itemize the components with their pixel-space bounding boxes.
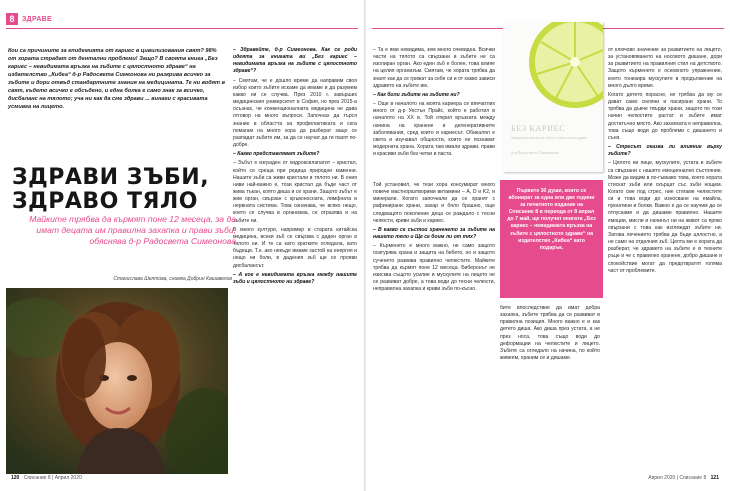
lime-illustration: [503, 22, 603, 122]
book-cover: [503, 22, 603, 172]
interview-question: – Здравейте, д-р Симеонова. Как се роди идеята за книгата ви „Без кариес – невидимата връзка на зъбите с цялостното здраве“?: [233, 47, 357, 75]
interview-question: – В какво се състои храненето за зъбите на нашето тяло и Ще се боим ли от тях?: [373, 226, 495, 241]
interview-answer: бите впоследствие да имат добра захапка, зъбите трябва да се развиват в правилна позиция. Много важно е и как детето диша. Ако диша през устата, а не през носа, това също води до деформации на челюстите и лицето. Зъбите са огледало на начина, по който живеем, храним се и дишаме.: [500, 305, 600, 362]
article-subhead: Майките трябва да кърмят поне 12 месеца, за да имат децата им правилна захапка и прави зъби, обяснява д-р Радосвета Симеонова: [29, 214, 236, 246]
book-author: д-р Радосвета Симеонова: [511, 150, 559, 155]
section-number: 8: [6, 13, 18, 25]
article-intro: Кои са причините за епидемията от кариес в цивилизования свят? 98% от хората страдат от дентални проблеми! Защо? В своята книга „Без кариес – невидимата връзка на зъбите с цялостното здраве“ на издателство „Кибеа“ д-р Радосвета Симеонова ни разкрива всичко за зъбите и дори отвъд стандартните знания на медицината. Те ни водят в свят, където всичко е обсъдено, и една болка е само знак за всичко, дисбаланс на тялото; уча ни как да сме здрави ... винаги с красивата усмивка на лицето.: [8, 48, 225, 110]
article-column-3: [500, 305, 600, 472]
page-number-right: 121: [710, 475, 719, 481]
interview-answer: Когато детето порасне, не трябва да му се дават само смляни и пасирани храни. То трябва да дъвче твърди храни, защото по този начин челюстите растат и зъбите имат достатъчно място. Ако захапката е неправилна, това също води до проблеми с дишането и съня.: [608, 91, 722, 141]
interview-answer: Той установил, че тези хора консумират много повече мастноразтворими витамини – A, D и K2, и минерали. Когато започнали да се хранят с рафинирани храни, захар и бяло брашно, още следващото поколение деца се раждало с тесни челюсти, криви зъби и кариес.: [373, 182, 495, 224]
section-label: ЗДРАВЕ: [22, 15, 53, 23]
interview-answer: В много култури, например в старата китайска медицина, всеки зъб се свързва с даден орган в тялото ни. И те са като кратките огледала, като бъдещи. Т.е. ако някъде имаме застой на енергия и нещо ни боли, в дадения зъб ще се прояви дисбалансът.: [233, 226, 357, 269]
interview-answer: – Та е ями невидима, зем много очевидна. Всички части на тялото са свързани и зъбите не са изолиран орган. Ако един зъб е болен, това влияе на целия организъм. Смятам, че хората трябва да знаят как да се грижат за себе си и от какво зависи здравето на зъбите им.: [373, 47, 495, 89]
interview-question: – Какво представляват зъбите?: [233, 151, 320, 158]
footer-left-text: Списание 8 | Април 2020: [23, 475, 82, 481]
page-number-left: 120: [11, 475, 20, 481]
portrait-illustration: [6, 288, 228, 474]
article-byline: Станислава Шелтова, снимка Добрин Кашавелов: [113, 276, 232, 282]
article-column-4: [608, 47, 722, 472]
interview-answer: – Смятам, че е дошло време да направим своя избор които зъбите искаме да имаме и да разумем какво ни се случва. През 2010 г. завърших медицинския университет в София, но през 2015-а осъзнах, че конвенционалната медицина не дава отговор на много въпроси. Започнах да търся знание в областта на профилактиката и сега помагам на много хора да разберат защо се разпадат зъбите им, за да се научат да ги пазят по-добре.: [233, 77, 357, 149]
interview-answer: – Още в началото на моята кариера се впечатлих много от д-р Уестън Прайс, който е работил в началото на XX в. Той открил връзката между начина на хранене и дегенеративните заболявания, сред които и кариесът. Обикалял е света и изучавал общности, които не познават модерната храна. Хората там имали здрави, прави и красиви зъби без четки и паста.: [373, 101, 495, 158]
interview-answer: – Цялото ни лице, мускулите, устата и зъбите са свързани с нашето емоционално състояние. Може да видим в по-гъвкаво това, което хората стискат зъби или скърцат със зъби нощем. Когато сме под стрес, ние стягаме челюстите си и това води до износване на емайла, пукнатини и болки. Важно е да се научим да се отпускаме и да дишаме правилно. Нашите емоции, мисли и начинът ни на живот са пряко свързани с това как изглеждат зъбите ни. Затова лечението трябва да бъде цялостно, а не само на отделния зъб. Целта ми е хората да разберат, че здравето на зъбите е в техните ръце и че с правилно хранене, добро дишане и спокойствие могат да предотвратят голяма част от проблемите.: [608, 160, 722, 274]
interview-answer: – Зъбът е изграден от хидроксилапатит – кристал, който се среща при редица природни каменни. Нашите зъби са живи кристали в тялото ни. В ония ниви най-важно е, този кристал да бъде част от жива тъкан, която диша и се храни. Защото зъбът е жив орган, свързан с кръвоносната, лимфната и нервната система. Това означава, че всяко нещо, което се случва в организма, се отразява и на зъбите ни.: [233, 160, 357, 224]
article-headline: [12, 166, 234, 214]
subscription-promo: Първите 30 души, които се абонират за една или две години за печатното издание на Списание 8 в периода от 8 април до 7 май, ще получат книгата „Без кариес – невидимата връзка на зъбите с цялостното здраве“ на издателство „Кибеа“ като подарък.: [500, 180, 603, 298]
interview-answer: – Кърменето е много важно, не само защото осигурява храна и защита на бебето, но и защото сученето развива правилно челюстите. Майките трябва да кърмят поне 12 месеца. Биберонът не изисква същото усилие и мускулите на лицето не се развиват добре, а това води до тесни челюсти, неправилна захапка и криви зъби по-късно.: [373, 243, 495, 293]
footer-right: [648, 475, 722, 481]
top-rule-left: [6, 28, 358, 29]
article-column-1: [233, 47, 357, 472]
headline-line-1: ЗДРАВИ ЗЪБИ,: [12, 165, 210, 190]
interview-question: – Как боли зъбите на зъбите ни?: [373, 91, 460, 98]
footer-right-text: Април 2020 | Списание 8: [648, 475, 707, 481]
footer-left: [8, 475, 82, 481]
article-column-2: [373, 47, 495, 174]
interview-question: – А кое е невидимата връзка между нашите зъби и цялостното ни здраве?: [233, 271, 357, 285]
book-title: БЕЗ КАРИЕС: [511, 124, 566, 133]
article-column-2b: [373, 182, 495, 472]
section-tag: [6, 13, 52, 25]
interview-answer: от ключово значение за развитието на лицето, за установяването на носовото дишане, дори за развитието на правилния стил на детството. Защото кърменето е основното упражнение, което тонизира мускулите в продължение на много дълго време.: [608, 47, 722, 89]
interview-question: – Стресът оказва ли влияние върху зъбите?: [608, 144, 722, 158]
page-gutter: [364, 0, 366, 491]
portrait-photo: [6, 288, 228, 474]
headline-line-2: ЗДРАВО ТЯЛО: [12, 189, 198, 214]
book-subtitle: невидимата връзка на зъбите с цялостното здраве: [511, 136, 587, 140]
